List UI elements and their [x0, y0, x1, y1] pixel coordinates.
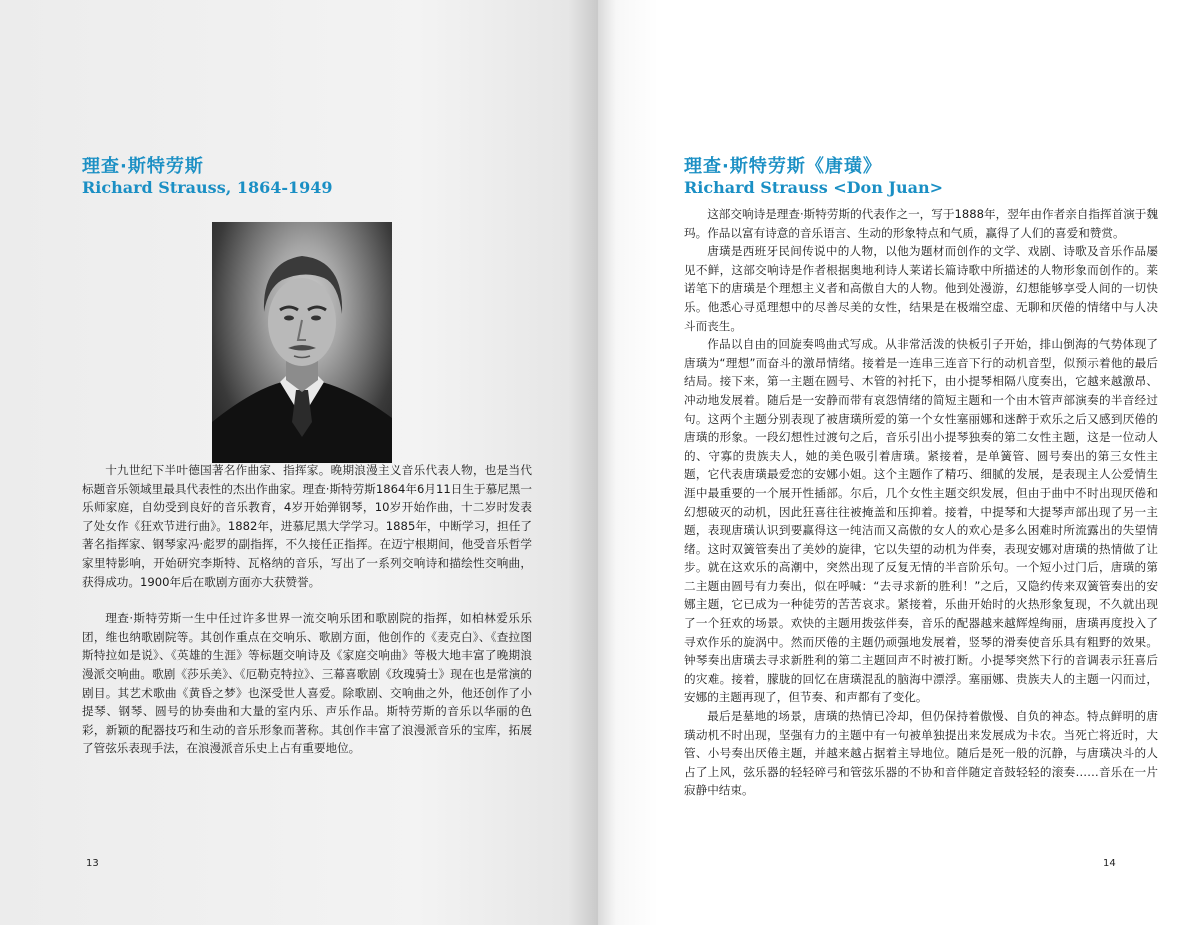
left-paragraph: 十九世纪下半叶德国著名作曲家、指挥家。晚期浪漫主义音乐代表人物，也是当代标题音乐领域里最具代表性的杰出作曲家。理查·斯特劳斯1864年6月11日生于慕尼黑一乐师家庭，自幼受到良好的音乐教育，4岁开始弹钢琴，10岁开始作曲，十二岁时发表了处女作《狂欢节进行曲》。1882年，进慕尼黑大学学习。1885年，中断学习，担任了著名指挥家、钢琴家冯·彪罗的副指挥，不久接任正指挥。在迈宁根期间，他受音乐哲学家里特影响，开始研究李斯特、瓦格纳的音乐，写出了一系列交响诗和描绘性交响曲，获得成功。1900年后在歌剧方面亦大获赞誉。: [82, 463, 532, 589]
right-body-text: [684, 205, 1158, 800]
right-paragraph: 最后是墓地的场景，唐璜的热情已冷却，但仍保持着傲慢、自负的神态。特点鲜明的唐璜动机不时出现，坚强有力的主题中有一句被单独提出来发展成为卡农。当死亡将近时，大管、小号奏出厌倦主题，并越来越占据着主导地位。随后是死一般的沉静，与唐璜决斗的人占了上风，弦乐器的轻轻碎弓和管弦乐器的不协和音伴随定音鼓轻轻的滚奏……音乐在一片寂静中结束。: [684, 709, 1158, 798]
left-title-cn: 理查·斯特劳斯: [82, 156, 204, 177]
portrait-illustration: [212, 222, 392, 463]
right-paragraph: 这部交响诗是理查·斯特劳斯的代表作之一，写于1888年，翌年由作者亲自指挥首演于魏玛。作品以富有诗意的音乐语言、生动的形象特点和气质，赢得了人们的喜爱和赞赏。: [684, 207, 1158, 240]
left-paragraph: 理查·斯特劳斯一生中任过许多世界一流交响乐团和歌剧院的指挥，如柏林爱乐乐团，维也纳歌剧院等。其创作重点在交响乐、歌剧方面，他创作的《麦克白》、《查拉图斯特拉如是说》、《英雄的生涯》等标题交响诗及《家庭交响曲》等极大地丰富了晚期浪漫派交响曲。歌剧《莎乐美》、《厄勒克特拉》、三幕喜歌剧《玫瑰骑士》现在也是常演的剧目。其艺术歌曲《黄昏之梦》也深受世人喜爱。除歌剧、交响曲之外，他还创作了小提琴、钢琴、圆号的协奏曲和大量的室内乐、声乐作品。斯特劳斯的音乐以华丽的色彩，新颖的配器技巧和生动的音乐形象而著称。其创作丰富了浪漫派音乐的宝库，拓展了管弦乐表现手法，在浪漫派音乐史上占有重要地位。: [82, 611, 532, 756]
left-page-number: 13: [86, 858, 99, 869]
composer-portrait-photo: [212, 222, 392, 463]
left-title-en: Richard Strauss, 1864-1949: [82, 178, 333, 197]
right-paragraph: 作品以自由的回旋奏鸣曲式写成。从非常活泼的快板引子开始，排山倒海的气势体现了唐璜为“理想”而奋斗的激昂情绪。接着是一连串三连音下行的动机音型，似预示着他的最后结局。接下来，第一主题在圆号、木管的衬托下，由小提琴相隔八度奏出，它越来越激昂、冲动地发展着。随后是一安静而带有哀怨情绪的简短主题和一个由木管声部演奏的半音经过句。这两个主题分别表现了被唐璜所爱的第一个女性塞丽娜和迷醉于欢乐之后又感到厌倦的唐璜的形象。一段幻想性过渡句之后，音乐引出小提琴独奏的第二女性主题，这是一位动人的、守寡的贵族夫人，她的美色吸引着唐璜。紧接着，是单簧管、圆号奏出的第三女性主题，它代表唐璜最爱恋的安娜小姐。这个主题作了精巧、细腻的发展，是表现主人公爱情生涯中最重要的一个展开性插部。尔后，几个女性主题交织发展，但由于曲中不时出现厌倦和幻想破灭的动机，因此狂喜往往被掩盖和压抑着。接着，中提琴和大提琴声部出现了另一主题，表现唐璜认识到要赢得这一纯洁而又高傲的女人的欢心是多么困难时所流露出的失望情绪。这时双簧管奏出了美妙的旋律，它以失望的动机为伴奏，表现安娜对唐璜的热情做了让步。就在这欢乐的高潮中，突然出现了反复无情的半音阶乐句。一个短小过门后，唐璜的第二主题由圆号有力奏出，似在呼喊：“去寻求新的胜利！”之后，又隐约传来双簧管奏出的安娜主题，它已成为一种徒劳的苦苦哀求。紧接着，乐曲开始时的火热形象复现，不久就出现了一个狂欢的场景。欢快的主题用拨弦伴奏，音乐的配器越来越辉煌绚丽，唐璜再度投入了寻欢作乐的旋涡中。然而厌倦的主题仍顽强地发展着，竖琴的滑奏使音乐具有粗野的效果。钟琴奏出唐璜去寻求新胜利的第二主题回声不时被打断。小提琴突然下行的音调表示狂喜后的灾难。接着，朦胧的回忆在唐璜混乱的脑海中漂浮。塞丽娜、贵族夫人的主题一闪而过，安娜的主题再现了，但节奏、和声都有了变化。: [684, 337, 1158, 705]
right-paragraph: 唐璜是西班牙民间传说中的人物，以他为题材而创作的文学、戏剧、诗歌及音乐作品屡见不鲜，这部交响诗是作者根据奥地利诗人莱诺长篇诗歌中所描述的人物形象而创作的。莱诺笔下的唐璜是个理想主义者和高傲自大的人物。他到处漫游，幻想能够享受人间的一切快乐。他悉心寻觅理想中的尽善尽美的女性，结果是在极端空虚、无聊和厌倦的情绪中与人决斗而丧生。: [684, 244, 1158, 333]
right-page-number: 14: [1103, 858, 1116, 869]
left-body-text: [82, 461, 532, 758]
right-title-en: Richard Strauss <Don Juan>: [684, 178, 944, 197]
right-title-cn: 理查·斯特劳斯《唐璜》: [684, 156, 882, 177]
